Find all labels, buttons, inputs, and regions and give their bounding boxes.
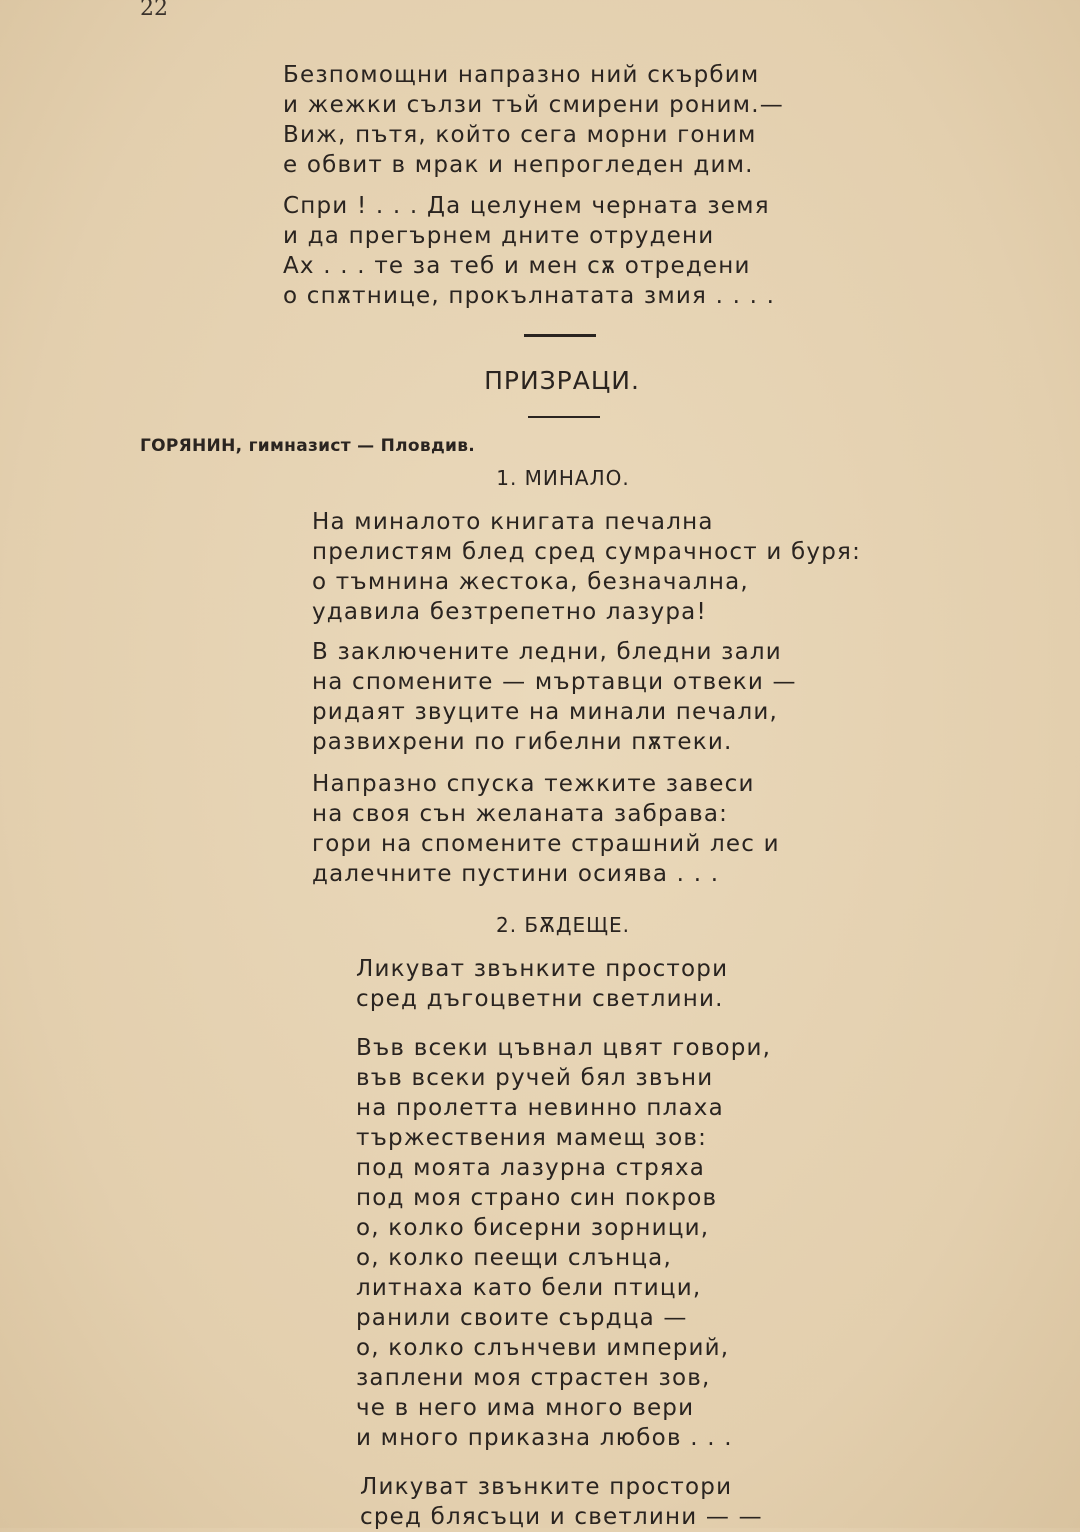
poem-line: удавила безтрепетно лазура! (312, 599, 707, 625)
poem-line: Във всеки цъвнал цвят говори, (356, 1035, 772, 1061)
poem-line: на спомените — мъртавци отвеки — (312, 669, 797, 695)
poem-line: на своя сън желаната забрава: (312, 801, 729, 827)
poem-line: е обвит в мрак и непрогледен дим. (283, 152, 754, 178)
poem-line: о тъмнина жестока, безначална, (312, 569, 749, 595)
poem-line: сред дъгоцветни светлини. (356, 986, 724, 1012)
stanza-part2-3 (360, 1472, 763, 1532)
poem-line: заплени моя страстен зов, (356, 1365, 711, 1391)
part1-title: 1. МИНАЛО. (496, 466, 630, 490)
poem-line: Безпомощни напразно ний скърбим (283, 62, 760, 88)
poem-line: литнаха като бели птици, (356, 1275, 702, 1301)
poem-line: гори на спомените страшний лес и (312, 831, 780, 857)
poem-line: Ах . . . те за теб и мен сѫ отредени (283, 253, 751, 279)
poem-line: ранили своите сърдца — (356, 1305, 688, 1331)
stanza-part1-1 (312, 507, 861, 627)
author-name: ГОРЯНИН, (140, 436, 243, 456)
poem-line: развихрени по гибелни пѫтеки. (312, 729, 733, 755)
poem-line: тържествения мамещ зов: (356, 1125, 708, 1151)
section-title: ПРИЗРАЦИ. (484, 366, 640, 395)
poem-line: далечните пустини осиява . . . (312, 861, 720, 887)
poem-line: сред блясъци и светлини — — (360, 1504, 763, 1530)
poem-line: о, колко пеещи слънца, (356, 1245, 672, 1271)
poem-line: В заключените ледни, бледни зали (312, 639, 782, 665)
stanza-top-2 (283, 191, 775, 311)
poem-line: Ликуват звънките простори (360, 1474, 733, 1500)
author-role: гимназист — Пловдив. (248, 436, 476, 456)
poem-line: че в него има много вери (356, 1395, 695, 1421)
poem-line: Напразно спуска тежките завеси (312, 771, 755, 797)
stanza-part2-2 (356, 1033, 771, 1453)
author-byline (140, 436, 475, 456)
poem-line: във всеки ручей бял звъни (356, 1065, 714, 1091)
stanza-part1-3 (312, 769, 780, 889)
stanza-part2-1 (356, 954, 728, 1014)
poem-line: прелистям блед сред сумрачност и буря: (312, 539, 862, 565)
page-number: 22 (140, 0, 168, 21)
poem-line: и да прегърнем дните отрудени (283, 223, 715, 249)
poem-line: под моята лазурна стряха (356, 1155, 706, 1181)
poem-line: На миналото книгата печална (312, 509, 714, 535)
poem-line: о спѫтнице, прокълнатата змия . . . . (283, 283, 776, 309)
poem-line: о, колко слънчеви империй, (356, 1335, 730, 1361)
stanza-part1-2 (312, 637, 797, 757)
poem-line: и жежки сълзи тъй смирени роним.— (283, 92, 784, 118)
poem-line: Спри ! . . . Да целунем черната земя (283, 193, 770, 219)
poem-line: под моя страно син покров (356, 1185, 718, 1211)
divider-rule (524, 334, 596, 337)
poem-line: о, колко бисерни зорници, (356, 1215, 710, 1241)
poem-line: Ликуват звънките простори (356, 956, 729, 982)
stanza-top-1 (283, 60, 784, 180)
poem-line: и много приказна любов . . . (356, 1425, 733, 1451)
divider-rule-thin (528, 416, 600, 418)
part2-title: 2. БѪДЕЩЕ. (495, 913, 631, 937)
poem-line: Виж, пътя, който сега морни гоним (283, 122, 757, 148)
poem-line: ридаят звуците на минали печали, (312, 699, 779, 725)
poem-line: на пролетта невинно плаха (356, 1095, 724, 1121)
